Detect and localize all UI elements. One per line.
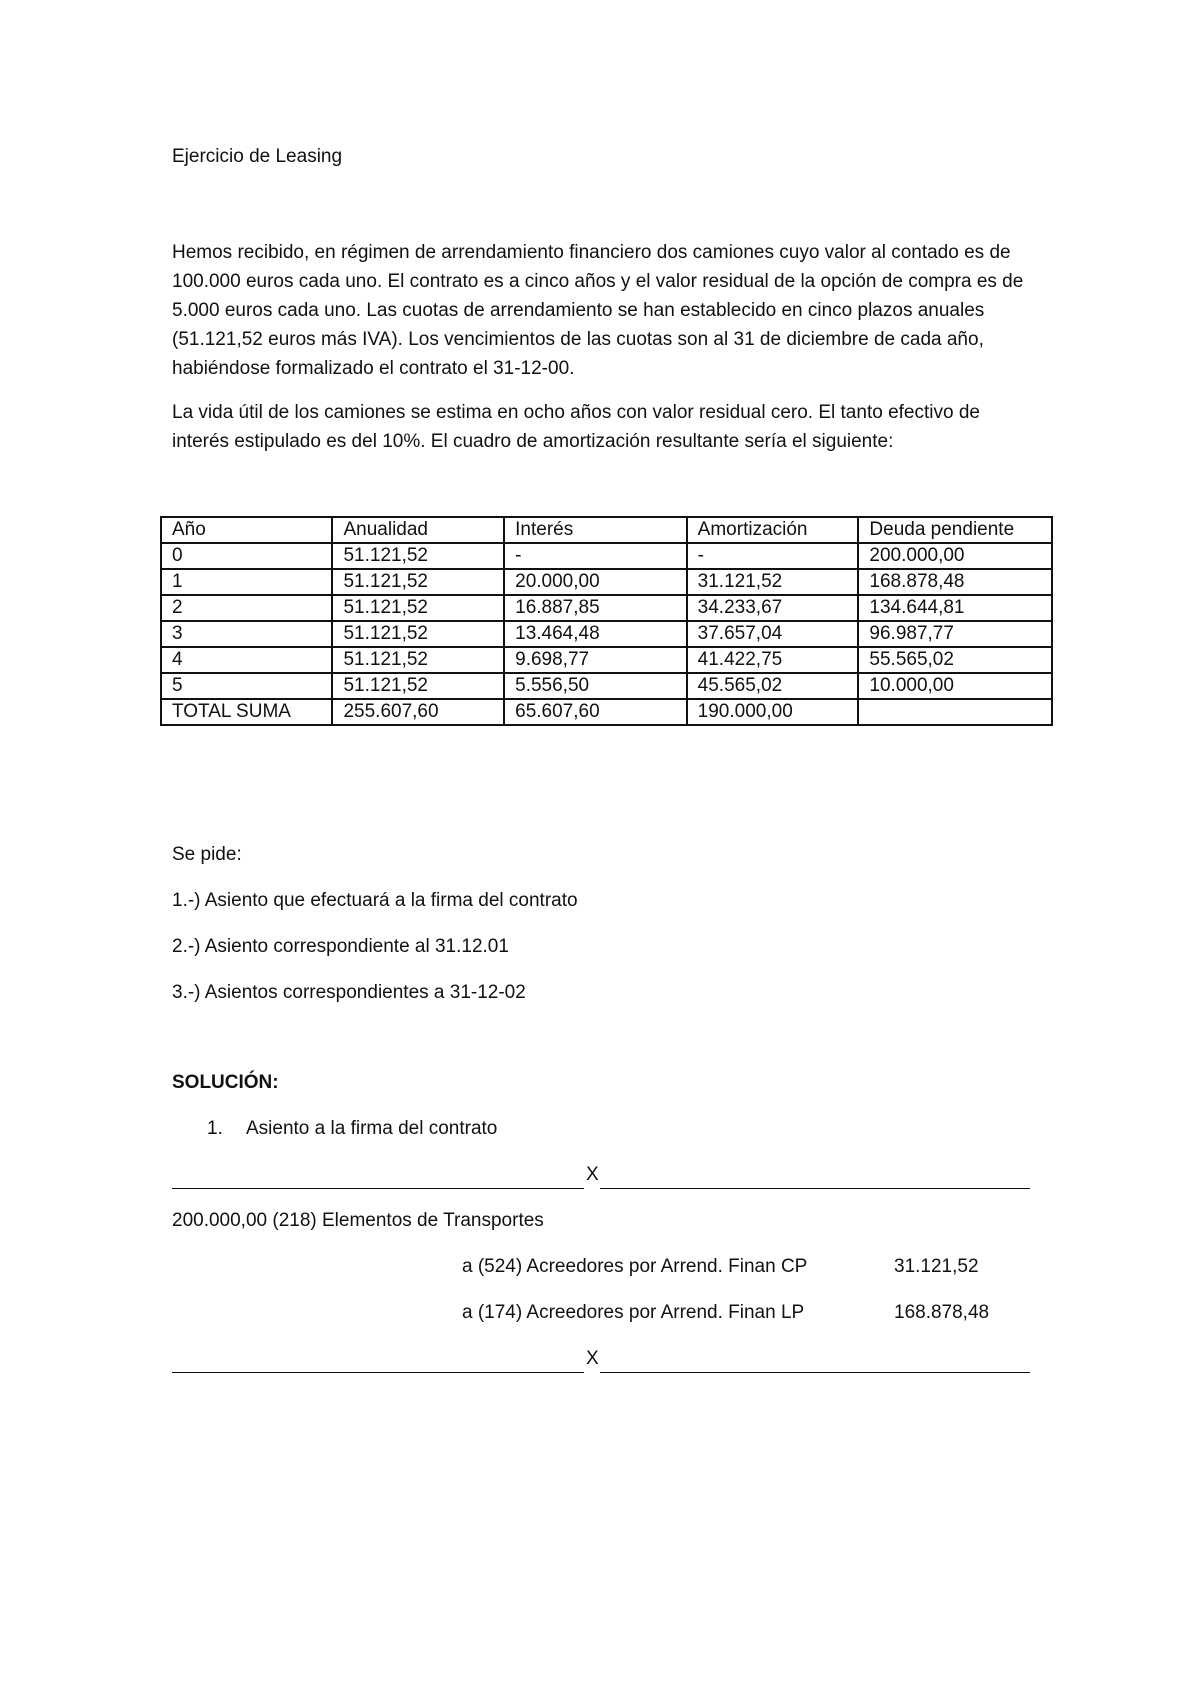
table-cell: 37.657,04 <box>687 621 859 647</box>
table-cell: 51.121,52 <box>332 647 504 673</box>
table-cell: 51.121,52 <box>332 673 504 699</box>
table-cell: 51.121,52 <box>332 569 504 595</box>
table-cell: 16.887,85 <box>504 595 687 621</box>
table-cell: - <box>687 543 859 569</box>
separator-rule-left <box>172 1346 584 1373</box>
table-cell: 51.121,52 <box>332 621 504 647</box>
table-cell: 51.121,52 <box>332 595 504 621</box>
table-row <box>161 569 1052 595</box>
table-cell: 3 <box>161 621 332 647</box>
header-outstanding-debt: Deuda pendiente <box>858 517 1052 543</box>
table-cell: 168.878,48 <box>858 569 1052 595</box>
journal-credit-amount: 168.878,48 <box>894 1302 990 1323</box>
journal-separator-bottom <box>172 1346 1030 1374</box>
journal-credit-account: a (174) Acreedores por Arrend. Finan LP <box>462 1302 805 1323</box>
solution-step-number: 1. <box>207 1118 223 1139</box>
table-cell: 10.000,00 <box>858 673 1052 699</box>
solution-step-text: Asiento a la firma del contrato <box>246 1118 498 1139</box>
separator-rule-right <box>600 1162 1030 1189</box>
table-cell: 190.000,00 <box>687 699 859 725</box>
table-cell: 9.698,77 <box>504 647 687 673</box>
table-cell: 34.233,67 <box>687 595 859 621</box>
table-cell: 45.565,02 <box>687 673 859 699</box>
table-cell: 255.607,60 <box>332 699 504 725</box>
table-cell <box>858 699 1052 725</box>
table-cell: 200.000,00 <box>858 543 1052 569</box>
table-cell: - <box>504 543 687 569</box>
amortization-table <box>160 516 1053 726</box>
table-header-row <box>161 517 1052 543</box>
header-interest: Interés <box>504 517 687 543</box>
table-cell: 0 <box>161 543 332 569</box>
table-row <box>161 621 1052 647</box>
table-cell: 5 <box>161 673 332 699</box>
requirement-item: 1.-) Asiento que efectuará a la firma del contrato <box>172 890 578 911</box>
table-cell: 5.556,50 <box>504 673 687 699</box>
journal-credit-account: a (524) Acreedores por Arrend. Finan CP <box>462 1256 808 1277</box>
table-row <box>161 543 1052 569</box>
journal-debit-line: 200.000,00 (218) Elementos de Transportes <box>172 1210 544 1231</box>
table-row <box>161 595 1052 621</box>
table-cell: 31.121,52 <box>687 569 859 595</box>
header-year: Año <box>161 517 332 543</box>
table-cell: 134.644,81 <box>858 595 1052 621</box>
table-cell: 41.422,75 <box>687 647 859 673</box>
table-cell: 4 <box>161 647 332 673</box>
page-title: Ejercicio de Leasing <box>172 146 343 167</box>
table-cell: 65.607,60 <box>504 699 687 725</box>
table-cell: 55.565,02 <box>858 647 1052 673</box>
intro-paragraph-1: Hemos recibido, en régimen de arrendamiento financiero dos camiones cuyo valor al contado es de 100.000 euros cada uno. El contrato es a cinco años y el valor residual de la opción de compra es de 5.000 euros cada uno. Las cuotas de arrendamiento se han establecido en cinco plazos anuales (51.121,52 euros más IVA). Los vencimientos de las cuotas son al 31 de diciembre de cada año, habiéndose formalizado el contrato el 31-12-00. <box>172 242 1024 379</box>
header-amortization: Amortización <box>687 517 859 543</box>
separator-mark: X <box>586 1348 599 1369</box>
table-cell: 20.000,00 <box>504 569 687 595</box>
separator-rule-left <box>172 1162 584 1189</box>
table-cell: 96.987,77 <box>858 621 1052 647</box>
table-cell: 2 <box>161 595 332 621</box>
separator-rule-right <box>600 1346 1030 1373</box>
table-cell: 51.121,52 <box>332 543 504 569</box>
requirement-item: 3.-) Asientos correspondientes a 31-12-02 <box>172 982 526 1003</box>
solution-heading: SOLUCIÓN: <box>172 1072 279 1093</box>
separator-mark: X <box>586 1164 599 1185</box>
requirements-heading: Se pide: <box>172 844 242 865</box>
table-cell: TOTAL SUMA <box>161 699 332 725</box>
requirement-item: 2.-) Asiento correspondiente al 31.12.01 <box>172 936 509 957</box>
table-row <box>161 647 1052 673</box>
table-cell: 13.464,48 <box>504 621 687 647</box>
table-row <box>161 673 1052 699</box>
header-annuity: Anualidad <box>332 517 504 543</box>
table-cell: 1 <box>161 569 332 595</box>
journal-separator-top <box>172 1162 1030 1190</box>
intro-paragraph-2: La vida útil de los camiones se estima en ocho años con valor residual cero. El tanto efectivo de interés estipulado es del 10%. El cuadro de amortización resultante sería el siguiente: <box>172 402 980 452</box>
table-total-row <box>161 699 1052 725</box>
journal-credit-amount: 31.121,52 <box>894 1256 979 1277</box>
